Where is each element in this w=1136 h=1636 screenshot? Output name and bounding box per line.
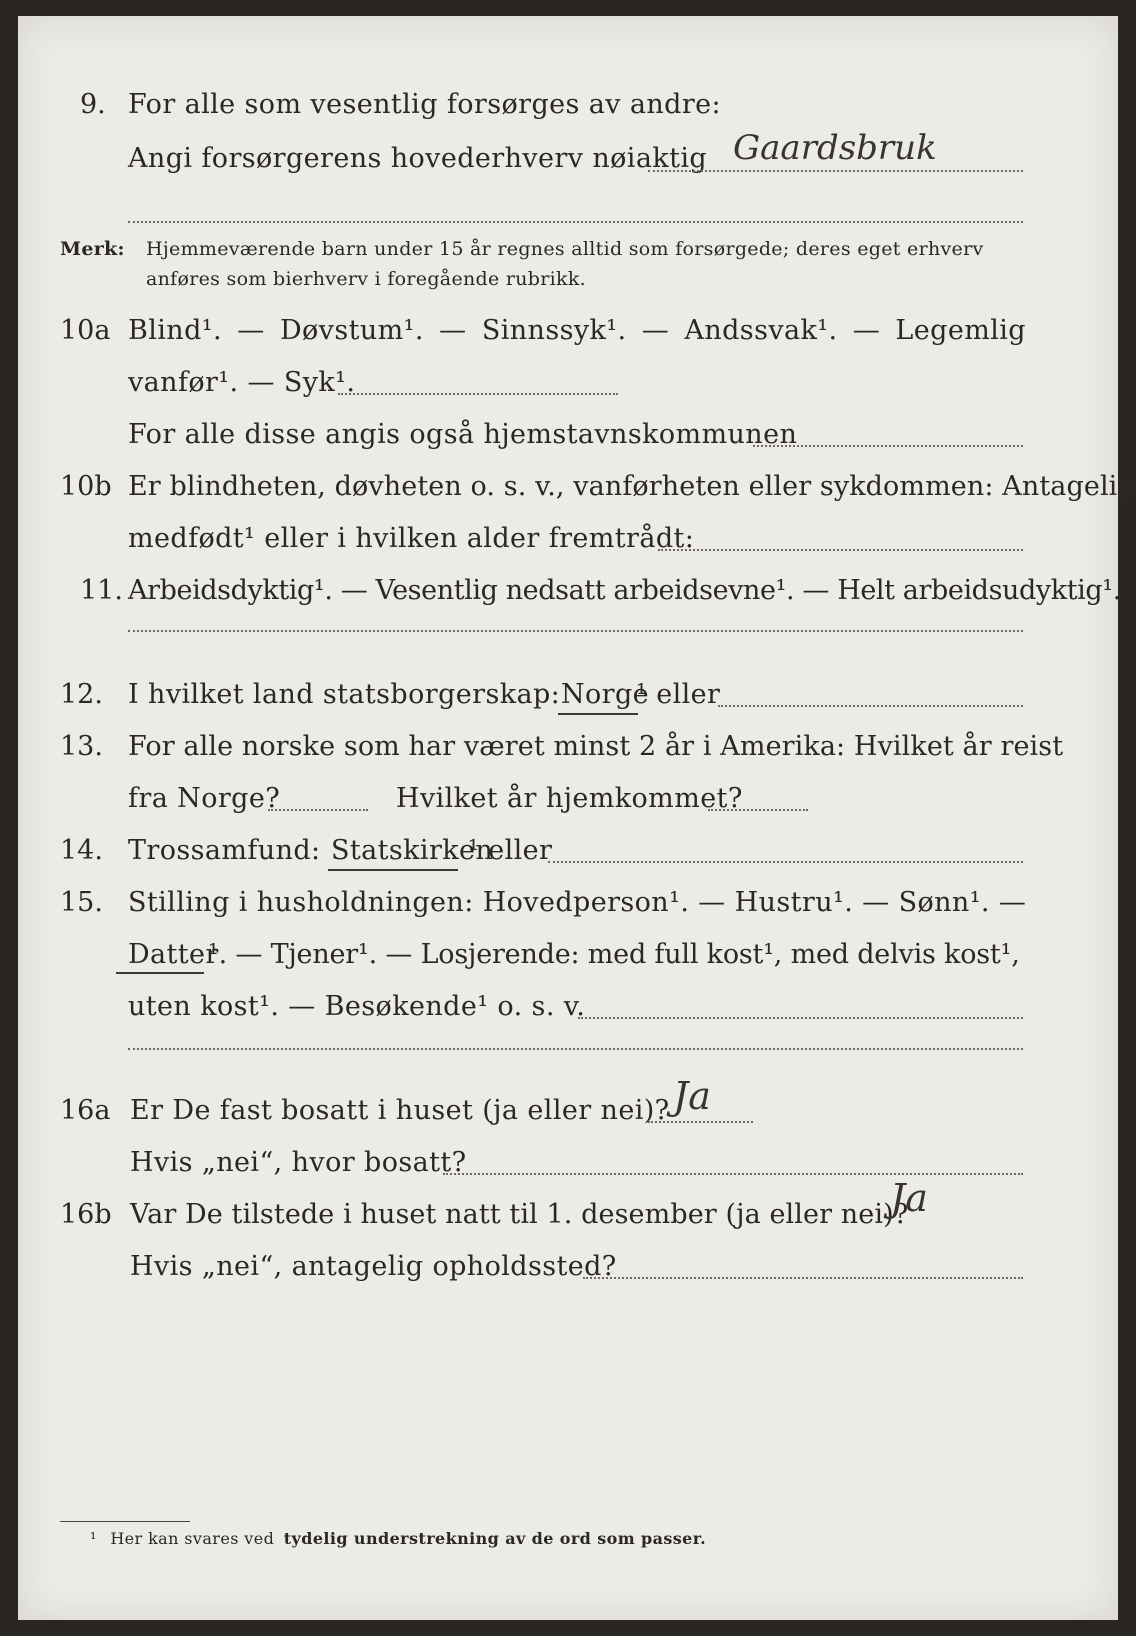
q9-extra-line bbox=[128, 221, 1023, 223]
q14-underlined-answer: Statskirken bbox=[331, 835, 494, 866]
q16a-bosatt-line bbox=[443, 1173, 1023, 1175]
merk-line1: Hjemmeværende barn under 15 år regnes alltid som forsørgede; deres eget erhverv bbox=[146, 238, 984, 260]
q9-number: 9. bbox=[80, 89, 106, 120]
footnote bbox=[90, 1528, 706, 1550]
q12-suffix: ¹ eller bbox=[636, 679, 721, 710]
q13-number: 13. bbox=[60, 731, 103, 762]
q10b-line2: medfødt¹ eller i hvilken alder fremtrådt: bbox=[128, 523, 695, 554]
dash: — bbox=[439, 315, 467, 346]
q15-number: 15. bbox=[60, 887, 103, 918]
q10b-alder-line bbox=[658, 549, 1023, 551]
andssvak-option: Andssvak¹. bbox=[684, 315, 838, 346]
q14-prefix: Trossamfund: bbox=[128, 835, 321, 866]
q15-extra-line bbox=[128, 1048, 1023, 1050]
q9-answer-line bbox=[648, 170, 1023, 172]
q11-extra-line bbox=[128, 630, 1023, 632]
q16b-number: 16b bbox=[60, 1199, 112, 1230]
q16b-handwritten-answer: Ja bbox=[890, 1176, 928, 1220]
q9-line1: For alle som vesentlig forsørges av andre: bbox=[128, 89, 722, 120]
q10a-syk-line bbox=[338, 393, 618, 395]
q11-number: 11. bbox=[80, 575, 123, 606]
q10a-line2: vanfør¹. — Syk¹. bbox=[128, 367, 356, 398]
footnote-text-bold: tydelig understrekning av de ord som passer. bbox=[283, 1529, 707, 1548]
blind-option: Blind¹. bbox=[128, 315, 222, 346]
q16a-answer-line bbox=[648, 1121, 753, 1123]
q15-line2-rest: ¹. — Tjener¹. — Losjerende: med full kost¹, med delvis kost¹, bbox=[208, 939, 1020, 970]
q12-number: 12. bbox=[60, 679, 103, 710]
q16a-line2: Hvis „nei“, hvor bosatt? bbox=[130, 1147, 467, 1178]
dash: — bbox=[641, 315, 670, 346]
q13-reist-line bbox=[268, 809, 368, 811]
q10a-line3: For alle disse angis også hjemstavnskommunen bbox=[128, 419, 798, 450]
dovstum-option: Døvstum¹. bbox=[279, 315, 424, 346]
q16b-line2: Hvis „nei“, antagelig opholdssted? bbox=[130, 1251, 617, 1282]
footnote-text: Her kan svares ved bbox=[110, 1529, 275, 1548]
q12-underlined-answer: Norge bbox=[561, 679, 650, 710]
q15-underline-mark bbox=[116, 972, 204, 974]
q13-hjemkommet-line bbox=[708, 809, 808, 811]
q14-line bbox=[548, 861, 1023, 863]
q16b-opholdssted-line bbox=[583, 1277, 1023, 1279]
census-form-page bbox=[18, 16, 1135, 1620]
q13-line2a: fra Norge? bbox=[128, 783, 281, 814]
q16a-line1: Er De fast bosatt i huset (ja eller nei)? bbox=[130, 1095, 670, 1126]
q13-line1: For alle norske som har været minst 2 år i Amerika: Hvilket år reist bbox=[128, 731, 1064, 762]
q16a-number: 16a bbox=[60, 1095, 111, 1126]
q13-line2b: Hvilket år hjemkommet? bbox=[396, 783, 743, 814]
footnote-mark: ¹ bbox=[90, 1529, 97, 1548]
q10a-number: 10a bbox=[60, 315, 111, 346]
q15-datter-underlined: Datter bbox=[128, 939, 219, 970]
dash: — bbox=[237, 315, 265, 346]
q12-line bbox=[718, 705, 1023, 707]
q16b-line1: Var De tilstede i huset natt til 1. desember (ja eller nei)? bbox=[130, 1199, 909, 1230]
q9-line2: Angi forsørgerens hovederhverv nøiaktig bbox=[128, 143, 708, 174]
q12-prefix: I hvilket land statsborgerskap: bbox=[128, 679, 561, 710]
legemlig-option: Legemlig bbox=[895, 315, 1026, 346]
sinnssyk-option: Sinnssyk¹. bbox=[481, 315, 627, 346]
q11-line1: Arbeidsdyktig¹. — Vesentlig nedsatt arbeidsevne¹. — Helt arbeidsudyktig¹. bbox=[128, 575, 1121, 606]
q10a-line1 bbox=[128, 314, 1026, 348]
q12-underline-mark bbox=[558, 713, 638, 715]
q10b-line1: Er blindheten, døvheten o. s. v., vanførheten eller sykdommen: Antagelig bbox=[128, 471, 1135, 502]
merk-line2: anføres som bierhverv i foregående rubrikk. bbox=[146, 268, 586, 290]
q14-underline-mark bbox=[328, 869, 458, 871]
q10b-number: 10b bbox=[60, 471, 112, 502]
q15-line bbox=[578, 1017, 1023, 1019]
q9-handwritten-answer: Gaardsbruk bbox=[733, 128, 937, 168]
q14-number: 14. bbox=[60, 835, 103, 866]
merk-label: Merk: bbox=[60, 238, 125, 260]
q10a-hjemstavn-line bbox=[753, 445, 1023, 447]
q15-line1: Stilling i husholdningen: Hovedperson¹. — Hustru¹. — Sønn¹. — bbox=[128, 887, 1027, 918]
q15-line3: uten kost¹. — Besøkende¹ o. s. v. bbox=[128, 991, 586, 1022]
q14-suffix: ¹ eller bbox=[468, 835, 553, 866]
q16a-handwritten-answer: Ja bbox=[673, 1074, 711, 1118]
dash: — bbox=[852, 315, 881, 346]
footnote-rule bbox=[60, 1521, 190, 1522]
